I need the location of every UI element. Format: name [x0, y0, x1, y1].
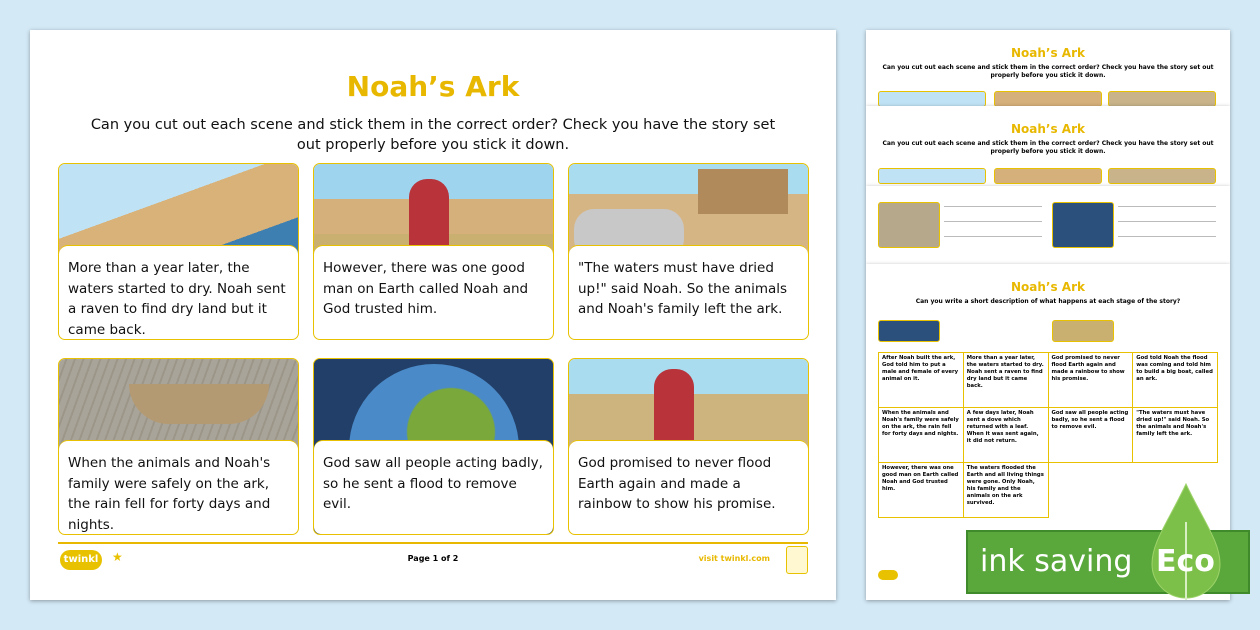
- preview-thumb: [878, 168, 986, 184]
- card-caption: However, there was one good man on Earth called Noah and God trusted him.: [314, 245, 553, 339]
- preview-thumb: [1052, 320, 1114, 342]
- page-title: Noah’s Ark: [346, 70, 520, 103]
- quality-badge-icon: [786, 546, 808, 574]
- preview-instructions: Can you cut out each scene and stick them in the correct order? Check you have the story set out properly before you stick it down.: [882, 140, 1214, 155]
- preview-page-1: [866, 30, 1230, 106]
- preview-thumb: [1052, 202, 1114, 248]
- preview-thumb: [1108, 168, 1216, 184]
- star-icon: ★: [112, 550, 123, 564]
- preview-page-2: [866, 106, 1230, 186]
- scene-card: [568, 163, 809, 340]
- card-caption: When the animals and Noah's family were safely on the ark, the rain fell for forty days and nights.: [59, 440, 298, 534]
- leaf-drop-icon: [1148, 482, 1224, 602]
- preview-thumb: [878, 202, 940, 248]
- visit-link[interactable]: visit twinkl.com: [698, 554, 770, 563]
- twinkl-logo: [878, 570, 898, 580]
- card-caption: More than a year later, the waters started to dry. Noah sent a raven to find dry land but it came back.: [59, 245, 298, 339]
- worksheet-page-1: [30, 30, 836, 600]
- instructions: Can you cut out each scene and stick them in the correct order? Check you have the story set out properly before you stick it down.: [90, 117, 776, 153]
- preview-thumb: [1108, 91, 1216, 107]
- story-table: After Noah built the ark, God told him to put a male and female of every animal on it. More than a year later, the waters started to dry. Noah sent a raven to find dry land but it came back. God promised to never flood Earth again and made a rainbow to show his promise. God told Noah the flood was coming and told him to build a big boat, called an ark. When the animals and Noah's family were safely on the ark, the rain fell for forty days and nights. A few days later, Noah sent a dove which returned with a leaf. When it was sent again, it did not return. God saw all people acting badly, so he sent a flood to remove evil. "The waters must have dried up!" said Noah. So the animals and Noah's family left the ark. However, there was one good man on Earth called Noah and God trusted him. The waters flooded the Earth and all living things were gone. Only Noah, his family and the animals on the ark survived.: [878, 352, 1218, 518]
- preview-instructions: Can you write a short description of what happens at each stage of the story?: [915, 298, 1181, 305]
- preview-title: Noah’s Ark: [1011, 46, 1085, 60]
- scene-card: [568, 358, 809, 535]
- preview-title: Noah’s Ark: [1011, 122, 1085, 136]
- scene-card: [313, 163, 554, 340]
- eco-badge: Eco: [1156, 544, 1215, 579]
- preview-title: Noah’s Ark: [1011, 280, 1085, 294]
- card-caption: "The waters must have dried up!" said Noah. So the animals and Noah's family left the ark.: [569, 245, 808, 339]
- preview-thumb: [994, 168, 1102, 184]
- scene-card: [58, 358, 299, 535]
- preview-instructions: Can you cut out each scene and stick them in the correct order? Check you have the story set out properly before you stick it down.: [882, 64, 1214, 79]
- scene-card: [313, 358, 554, 535]
- twinkl-logo: twinkl: [60, 550, 102, 570]
- preview-thumb: [878, 320, 940, 342]
- page-number: Page 1 of 2: [407, 554, 459, 563]
- card-caption: God promised to never flood Earth again and made a rainbow to show his promise.: [569, 440, 808, 534]
- scene-card: [58, 163, 299, 340]
- preview-page-3: [866, 186, 1230, 264]
- eco-label: ink saving: [980, 544, 1133, 579]
- footer-divider: [58, 542, 808, 544]
- preview-thumb: [878, 91, 986, 107]
- card-caption: God saw all people acting badly, so he sent a flood to remove evil.: [314, 440, 553, 534]
- preview-thumb: [994, 91, 1102, 107]
